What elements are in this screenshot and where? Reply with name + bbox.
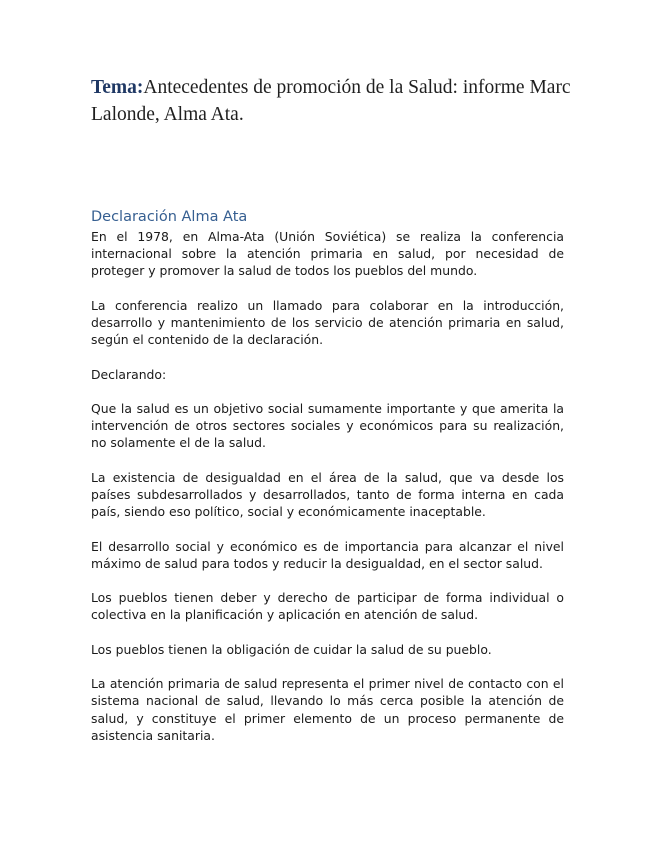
document-title [91,74,571,128]
paragraph-primary-care: La atención primaria de salud representa el primer nivel de contacto con el sistema nacional de salud, llevando lo más cerca posible la atención de salud, y constituye el primer elemento de un proceso permanente de asistencia sanitaria. [91,676,564,743]
title-text: Antecedentes de promoción de la Salud: informe Marc Lalonde, Alma Ata. [91,77,571,125]
paragraph-conference: La conferencia realizo un llamado para colaborar en la introducción, desarrollo y mantenimiento de los servicio de atención primaria en salud, según el contenido de la declaración. [91,297,564,348]
paragraph-inequality: La existencia de desigualdad en el área de la salud, que va desde los países subdesarrollados y desarrollados, tanto de forma interna en cada país, siendo eso político, social y económicamente inaceptable. [91,469,564,520]
paragraph-obligation: Los pueblos tienen la obligación de cuidar la salud de su pueblo. [91,641,492,657]
section-body [91,228,564,761]
paragraph-participation: Los pueblos tienen deber y derecho de participar de forma individual o colectiva en la planificación y aplicación en atención de salud. [91,590,564,623]
paragraph-intro: En el 1978, en Alma-Ata (Unión Soviética) se realiza la conferencia internacional sobre la atención primaria en salud, por necesidad de proteger y promover la salud de todos los pueblos del mundo. [91,229,564,279]
paragraph-development: El desarrollo social y económico es de importancia para alcanzar el nivel máximo de salud para todos y reducir la desigualdad, en el sector salud. [91,538,564,571]
paragraph-declaring: Declarando: [91,366,167,382]
title-label: Tema: [91,77,144,98]
paragraph-social-objective: Que la salud es un objetivo social sumamente importante y que amerita la intervención de otros sectores sociales y económicos para su realización, no solamente el de la salud. [91,400,564,451]
section-heading: Declaración Alma Ata [91,209,248,225]
